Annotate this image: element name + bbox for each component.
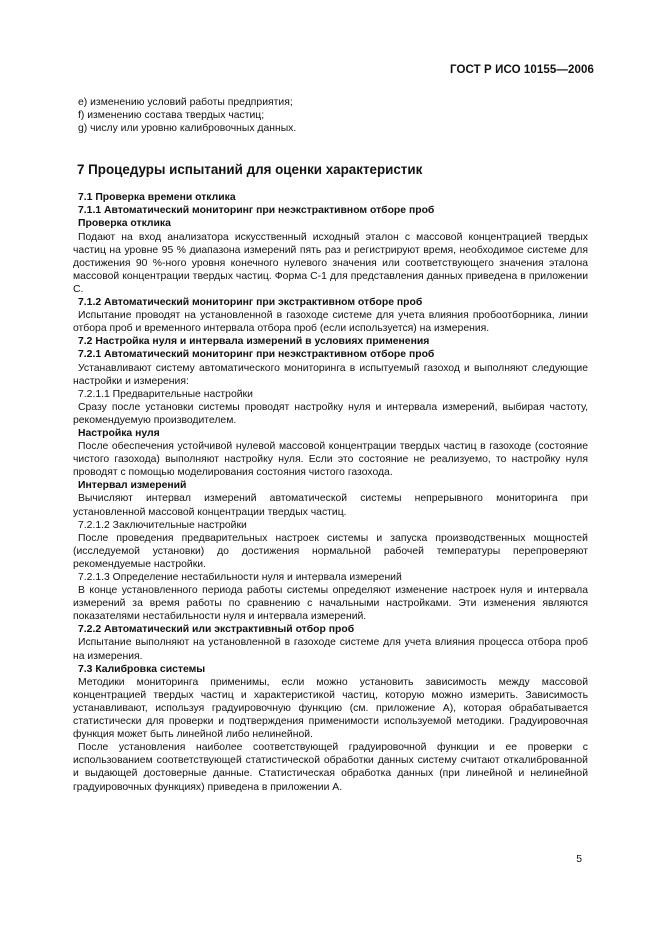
page-number: 5 [576, 854, 582, 865]
section-7-2-1-title: 7.2.1 Автоматический мониторинг при неэкстрактивном отборе проб [78, 349, 435, 361]
section-7-2-1-2-title: 7.2.1.2 Заключительные настройки [78, 519, 247, 531]
measurement-interval-paragraph: Вычисляют интервал измерений автоматической системы непрерывного мониторинга при установленной массовой концентрации твердых частиц. [73, 493, 588, 518]
response-check-paragraph: Подают на вход анализатора искусственный исходный эталон с массовой концентрацией твердых частиц на уровне 95 % диапазона измерений пять раз и регистрируют время, необходимое системе для достижения 90 %-ного уровня конечного нулевого значения или соответствующего значения эталона массовой концентрации твердых частиц. Форма С-1 для представления данных приведена в приложении С. [73, 231, 588, 295]
section-7-2-1-3-paragraph: В конце установленного периода работы системы определяют изменение настроек нуля и интервала измерений за время работы по сравнению с начальными настройками. Эти изменения являются показателями нестабильности нуля и интервала измерений. [73, 585, 588, 623]
list-item-g: g) числу или уровню калибровочных данных. [78, 123, 297, 135]
page-content [73, 96, 588, 794]
section-7-2-1-1-title: 7.2.1.1 Предварительные настройки [78, 388, 253, 400]
standard-header: ГОСТ Р ИСО 10155—2006 [449, 64, 594, 76]
section-7-2-2-title: 7.2.2 Автоматический или экстрактивный отбор проб [78, 624, 355, 636]
section-7-3-paragraph-2: После установления наиболее соответствующей градуировочной функции и ее проверки с использованием соответствующей статистической обработки данных систему считают откалиброванной и выдающей достоверные данные. Статистическая обработка данных (при линейной и нелинейной градуировочных функциях) приведена в приложении А. [73, 742, 588, 793]
section-7-2-1-2-paragraph: После проведения предварительных настроек системы и запуска производственных мощностей (исследуемой установки) до достижения нормальной рабочей температуры перепроверяют рекомендуемые настройки. [73, 532, 588, 570]
list-item-f: f) изменению состава твердых частиц; [78, 110, 265, 122]
list-item-e: е) изменению условий работы предприятия; [78, 97, 293, 108]
section-7-2-2-paragraph: Испытание выполняют на установленной в газоходе системе для учета влияния процесса отбора проб на измерения. [73, 637, 588, 662]
section-7-1-1-title: 7.1.1 Автоматический мониторинг при неэкстрактивном отборе проб [78, 205, 435, 217]
section-7-2-1-1-paragraph: Сразу после установки системы проводят настройку нуля и интервала измерений, выбирая частоту, рекомендуемую производителем. [73, 401, 588, 426]
section-7-2-1-3-title: 7.2.1.3 Определение нестабильности нуля и интервала измерений [78, 572, 402, 583]
zero-setting-title: Настройка нуля [78, 427, 160, 439]
response-check-title: Проверка отклика [78, 218, 171, 230]
section-7-3-title: 7.3 Калибровка системы [78, 663, 206, 675]
measurement-interval-title: Интервал измерений [78, 480, 187, 492]
zero-setting-paragraph: После обеспечения устойчивой нулевой массовой концентрации твердых частиц в газоходе (состояние чистого газохода) выполняют настройку нуля. Если это состояние не реализуемо, то настройку нуля проводят с помощью моделирования состояния чистого газохода. [73, 441, 588, 479]
section-7-2-1-paragraph: Устанавливают систему автоматического мониторинга в испытуемый газоход и выполняют следующие настройки и измерения: [73, 362, 588, 387]
section-7-2-title: 7.2 Настройка нуля и интервала измерений в условиях применения [78, 336, 430, 348]
section-7-1-2-title: 7.1.2 Автоматический мониторинг при экстрактивном отборе проб [78, 297, 423, 309]
section-7-1-2-paragraph: Испытание проводят на установленной в газоходе системе для учета влияния пробоотборника, линии отбора проб и временного интервала отбора проб (если используется) на измерения. [73, 310, 588, 335]
section-7-3-paragraph-1: Методики мониторинга применимы, если можно установить зависимость между массовой концентрацией твердых частиц и характеристикой частиц, которую можно измерить. Зависимость устанавливают, используя градуировочную функцию (см. приложение А), которая обрабатывается статистически для проверки и подтверждения применимости используемой методики. Градуировочная функция может быть линейной либо нелинейной. [73, 676, 588, 741]
section-7-title: 7 Процедуры испытаний для оценки характеристик [77, 162, 423, 178]
section-7-1-title: 7.1 Проверка времени отклика [78, 192, 236, 204]
